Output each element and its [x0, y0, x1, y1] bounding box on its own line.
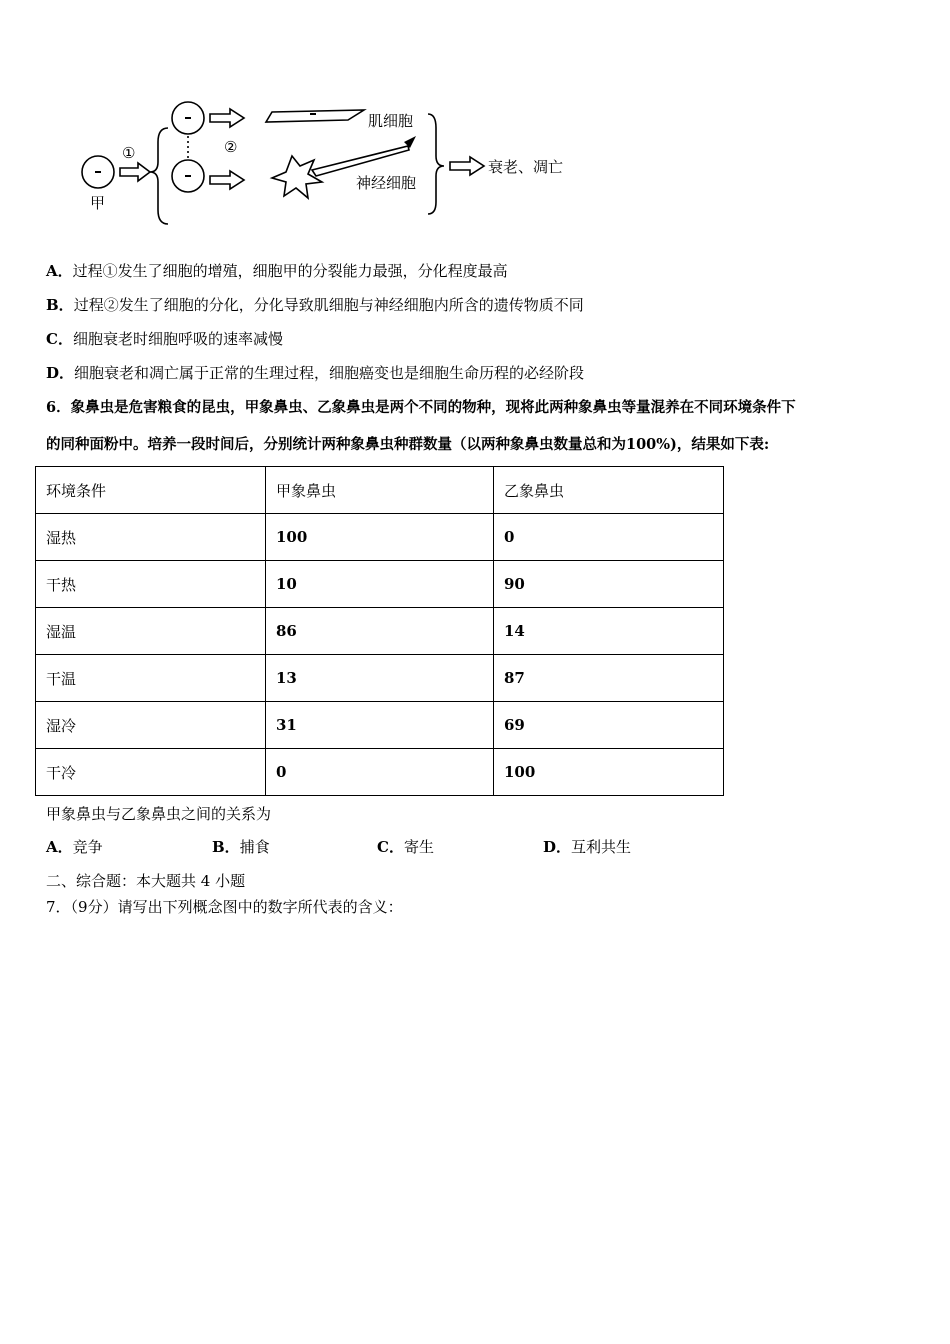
cell-differentiation-diagram [72, 92, 592, 232]
table-header-cell: 甲象鼻虫 [266, 467, 494, 514]
q5-option-c: C．细胞衰老时细胞呼吸的速率减慢 [46, 330, 283, 348]
q5-option-d: D．细胞衰老和凋亡属于正常的生理过程，细胞癌变也是细胞生命历程的必经阶段 [46, 364, 585, 382]
q6-stem-line2: 的同种面粉中。培养一段时间后，分别统计两种象鼻虫种群数量（以两种象鼻虫数量总和为100%)，结果如下表: [46, 436, 770, 453]
q6-data-table [35, 466, 724, 796]
label-jia: 甲 [90, 194, 106, 212]
q6-option-d: D．互利共生 [543, 838, 632, 856]
table-cell: 100 [494, 749, 724, 796]
table-row [36, 514, 724, 561]
arrow-bottom-icon [210, 171, 244, 189]
table-cell: 湿冷 [36, 702, 266, 749]
table-cell: 31 [266, 702, 494, 749]
label-nerve-cell: 神经细胞 [356, 174, 417, 192]
q6-option-a: A．竞争 [46, 838, 103, 856]
section-2-heading: 二、综合题：本大题共 4 小题 [46, 872, 246, 890]
table-row [36, 608, 724, 655]
table-row [36, 655, 724, 702]
table-cell: 0 [494, 514, 724, 561]
q5-option-a: A．过程①发生了细胞的增殖，细胞甲的分裂能力最强，分化程度最高 [46, 262, 508, 280]
muscle-cell-shape [266, 110, 364, 122]
table-cell: 0 [266, 749, 494, 796]
q5-option-b: B．过程②发生了细胞的分化，分化导致肌细胞与神经细胞内所含的遗传物质不同 [46, 296, 584, 314]
table-row [36, 702, 724, 749]
left-brace [150, 128, 168, 224]
label-step1: ① [122, 144, 136, 162]
table-cell: 干冷 [36, 749, 266, 796]
table-cell: 湿热 [36, 514, 266, 561]
q6-option-c: C．寄生 [377, 838, 434, 856]
table-cell: 90 [494, 561, 724, 608]
q6-question: 甲象鼻虫与乙象鼻虫之间的关系为 [46, 805, 272, 823]
label-aging: 衰老、凋亡 [488, 158, 564, 176]
right-brace [428, 114, 444, 214]
q6-option-b: B．捕食 [212, 838, 270, 856]
arrow-aging-icon [450, 157, 484, 175]
table-cell: 干温 [36, 655, 266, 702]
table-cell: 69 [494, 702, 724, 749]
table-cell: 100 [266, 514, 494, 561]
nerve-cell-shape [272, 156, 322, 198]
table-header-cell: 环境条件 [36, 467, 266, 514]
table-cell: 13 [266, 655, 494, 702]
table-cell: 87 [494, 655, 724, 702]
table-header-cell: 乙象鼻虫 [494, 467, 724, 514]
table-cell: 干热 [36, 561, 266, 608]
table-cell: 14 [494, 608, 724, 655]
table-cell: 10 [266, 561, 494, 608]
arrow-top-icon [210, 109, 244, 127]
table-header-row [36, 467, 724, 514]
label-muscle-cell: 肌细胞 [368, 112, 414, 130]
table-row [36, 749, 724, 796]
table-cell: 湿温 [36, 608, 266, 655]
q7-stem: 7．（9分）请写出下列概念图中的数字所代表的含义： [46, 898, 403, 916]
q6-stem-line1: 6．象鼻虫是危害粮食的昆虫，甲象鼻虫、乙象鼻虫是两个不同的物种，现将此两种象鼻虫等量混养在不同环境条件下 [46, 399, 796, 416]
arrow-1-icon [120, 163, 150, 181]
table-row [36, 561, 724, 608]
table-cell: 86 [266, 608, 494, 655]
label-step2: ② [224, 138, 238, 156]
